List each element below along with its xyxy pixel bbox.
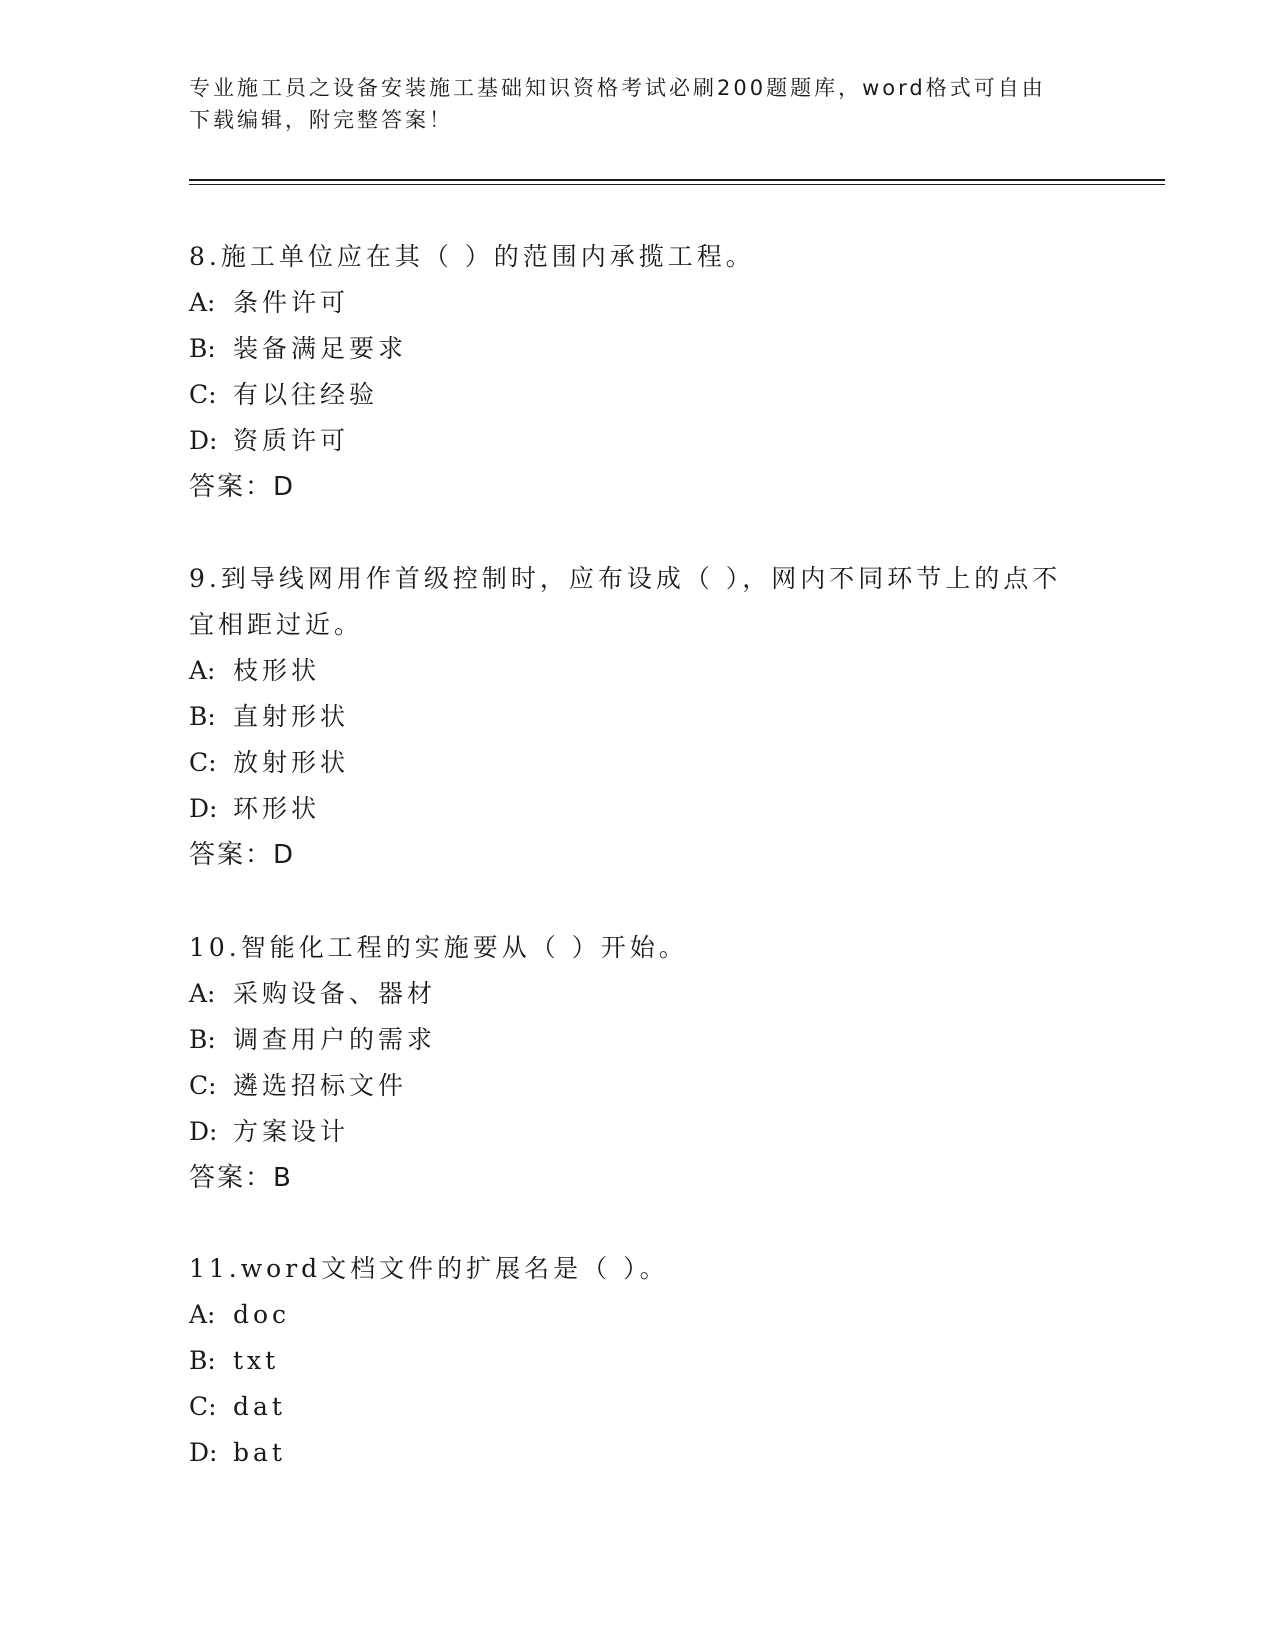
option-label: D: <box>189 1117 218 1146</box>
option-text: txt <box>233 1346 280 1375</box>
option-label: D: <box>189 794 218 823</box>
question-stem-line2: 宜相距过近。 <box>189 610 364 639</box>
option-d <box>189 786 1089 832</box>
option-c <box>189 372 1089 418</box>
option-text: 采购设备、器材 <box>233 979 437 1008</box>
header-divider-top <box>189 179 1165 181</box>
question-stem: 11.word文档文件的扩展名是（ ）。 <box>189 1254 669 1283</box>
option-label: B: <box>189 1025 216 1054</box>
option-label: B: <box>189 1346 216 1375</box>
option-d <box>189 1109 1089 1155</box>
question-stem: 10.智能化工程的实施要从（ ）开始。 <box>189 933 688 962</box>
header-title-line1: 专业施工员之设备安装施工基础知识资格考试必刷200题题库，word格式可自由 <box>189 76 1046 100</box>
question-9 <box>189 556 1089 878</box>
option-label: D: <box>189 426 218 455</box>
option-text: 直射形状 <box>233 702 350 731</box>
option-text: 条件许可 <box>233 288 350 317</box>
question-stem-line1: 9.到导线网用作首级控制时，应布设成（ ），网内不同环节上的点不 <box>189 564 1062 593</box>
option-b <box>189 326 1089 372</box>
option-text: 环形状 <box>233 794 321 823</box>
option-b <box>189 1338 1089 1384</box>
option-c <box>189 1384 1089 1430</box>
option-label: A: <box>189 656 216 685</box>
option-b <box>189 694 1089 740</box>
option-a <box>189 971 1089 1017</box>
question-11 <box>189 1246 1089 1476</box>
option-text: bat <box>233 1438 286 1467</box>
answer: 答案：B <box>189 1163 293 1193</box>
option-a <box>189 1292 1089 1338</box>
option-text: 遴选招标文件 <box>233 1071 408 1100</box>
option-b <box>189 1017 1089 1063</box>
option-a <box>189 280 1089 326</box>
question-10 <box>189 925 1089 1201</box>
option-text: dat <box>233 1392 286 1421</box>
option-label: C: <box>189 748 217 777</box>
option-label: D: <box>189 1438 218 1467</box>
option-text: 资质许可 <box>233 426 350 455</box>
option-text: 放射形状 <box>233 748 350 777</box>
option-label: B: <box>189 334 216 363</box>
question-stem: 8.施工单位应在其（ ）的范围内承揽工程。 <box>189 242 755 271</box>
option-d <box>189 1430 1089 1476</box>
option-label: A: <box>189 1300 216 1329</box>
option-a <box>189 648 1089 694</box>
option-label: C: <box>189 1392 217 1421</box>
option-text: 枝形状 <box>233 656 321 685</box>
answer: 答案：D <box>189 840 296 870</box>
option-text: 方案设计 <box>233 1117 350 1146</box>
option-label: A: <box>189 979 216 1008</box>
option-label: C: <box>189 380 217 409</box>
option-label: A: <box>189 288 216 317</box>
answer: 答案：D <box>189 472 296 502</box>
option-label: C: <box>189 1071 217 1100</box>
option-c <box>189 740 1089 786</box>
header-title-line2: 下载编辑，附完整答案！ <box>189 108 453 132</box>
option-text: 装备满足要求 <box>233 334 408 363</box>
document-header <box>189 72 1089 136</box>
option-c <box>189 1063 1089 1109</box>
option-label: B: <box>189 702 216 731</box>
header-divider-bottom <box>189 184 1165 185</box>
option-text: 有以往经验 <box>233 380 379 409</box>
option-text: 调查用户的需求 <box>233 1025 437 1054</box>
question-8 <box>189 234 1089 510</box>
option-d <box>189 418 1089 464</box>
option-text: doc <box>233 1300 291 1329</box>
